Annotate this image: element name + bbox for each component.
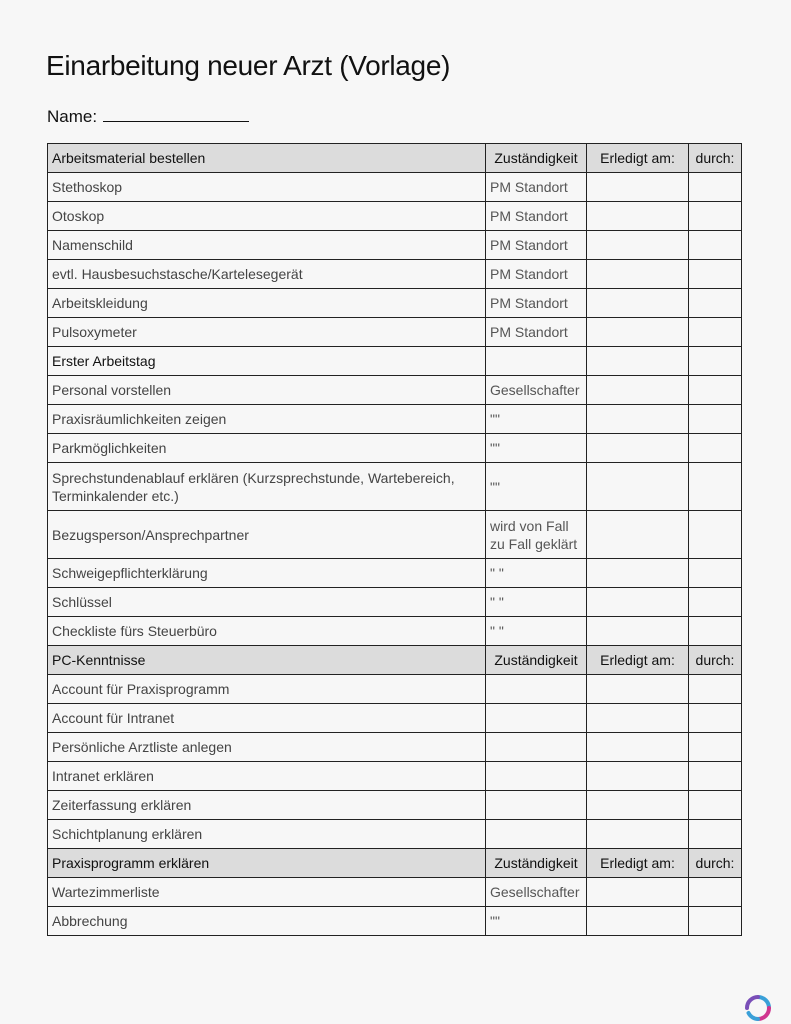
- done-by-cell[interactable]: [689, 617, 742, 646]
- done-date-cell[interactable]: [587, 820, 689, 849]
- done-by-cell[interactable]: [689, 907, 742, 936]
- done-date-cell[interactable]: [587, 791, 689, 820]
- table-row: [48, 733, 742, 762]
- done-date-cell[interactable]: [587, 588, 689, 617]
- table-row: [48, 878, 742, 907]
- task-label: Account für Intranet: [48, 704, 486, 733]
- table-row: [48, 791, 742, 820]
- responsibility-cell: "": [486, 463, 587, 511]
- responsibility-cell: PM Standort: [486, 231, 587, 260]
- task-label: Arbeitskleidung: [48, 289, 486, 318]
- responsibility-cell: " ": [486, 617, 587, 646]
- section-header-label: Arbeitsmaterial bestellen: [48, 144, 486, 173]
- task-label: Pulsoxymeter: [48, 318, 486, 347]
- column-header-responsibility: Zuständigkeit: [486, 646, 587, 675]
- task-label: Stethoskop: [48, 173, 486, 202]
- done-by-cell[interactable]: [689, 347, 742, 376]
- done-date-cell[interactable]: [587, 559, 689, 588]
- column-header-done-date: Erledigt am:: [587, 144, 689, 173]
- task-label: Account für Praxisprogramm: [48, 675, 486, 704]
- done-by-cell[interactable]: [689, 588, 742, 617]
- done-by-cell[interactable]: [689, 762, 742, 791]
- done-by-cell[interactable]: [689, 202, 742, 231]
- responsibility-cell: "": [486, 405, 587, 434]
- done-date-cell[interactable]: [587, 762, 689, 791]
- table-row: [48, 762, 742, 791]
- done-by-cell[interactable]: [689, 675, 742, 704]
- task-label: Schichtplanung erklären: [48, 820, 486, 849]
- done-date-cell[interactable]: [587, 376, 689, 405]
- done-date-cell[interactable]: [587, 704, 689, 733]
- done-by-cell[interactable]: [689, 376, 742, 405]
- done-date-cell[interactable]: [587, 511, 689, 559]
- done-by-cell[interactable]: [689, 231, 742, 260]
- responsibility-cell: [486, 820, 587, 849]
- done-date-cell[interactable]: [587, 289, 689, 318]
- table-row: [48, 376, 742, 405]
- task-label: Intranet erklären: [48, 762, 486, 791]
- responsibility-cell: [486, 347, 587, 376]
- column-header-responsibility: Zuständigkeit: [486, 144, 587, 173]
- responsibility-cell: Gesellschafter: [486, 376, 587, 405]
- task-label: Schlüssel: [48, 588, 486, 617]
- name-field-row: [47, 104, 249, 127]
- table-row: [48, 289, 742, 318]
- done-date-cell[interactable]: [587, 260, 689, 289]
- section-header-row: [48, 646, 742, 675]
- table-row: [48, 202, 742, 231]
- responsibility-cell: [486, 675, 587, 704]
- name-blank-line[interactable]: [103, 104, 249, 122]
- task-label: Checkliste fürs Steuerbüro: [48, 617, 486, 646]
- column-header-done-date: Erledigt am:: [587, 849, 689, 878]
- name-label: Name:: [47, 107, 98, 126]
- done-date-cell[interactable]: [587, 733, 689, 762]
- done-date-cell[interactable]: [587, 617, 689, 646]
- done-date-cell[interactable]: [587, 405, 689, 434]
- table-row: [48, 260, 742, 289]
- done-date-cell[interactable]: [587, 231, 689, 260]
- table-row: [48, 434, 742, 463]
- responsibility-cell: "": [486, 434, 587, 463]
- table-row: [48, 820, 742, 849]
- done-date-cell[interactable]: [587, 907, 689, 936]
- task-label: Praxisräumlichkeiten zeigen: [48, 405, 486, 434]
- table-row: [48, 559, 742, 588]
- section-title-row: [48, 347, 742, 376]
- done-date-cell[interactable]: [587, 434, 689, 463]
- responsibility-cell: " ": [486, 588, 587, 617]
- section-title-label: Erster Arbeitstag: [48, 347, 486, 376]
- responsibility-cell: PM Standort: [486, 260, 587, 289]
- responsibility-cell: "": [486, 907, 587, 936]
- responsibility-cell: " ": [486, 559, 587, 588]
- circular-arrows-logo-icon: [743, 993, 773, 1023]
- done-date-cell[interactable]: [587, 173, 689, 202]
- section-header-label: Praxisprogramm erklären: [48, 849, 486, 878]
- task-label: Abbrechung: [48, 907, 486, 936]
- done-by-cell[interactable]: [689, 511, 742, 559]
- task-label: evtl. Hausbesuchstasche/Kartelesegerät: [48, 260, 486, 289]
- table-row: [48, 231, 742, 260]
- section-header-label: PC-Kenntnisse: [48, 646, 486, 675]
- table-row: [48, 511, 742, 559]
- responsibility-cell: [486, 762, 587, 791]
- responsibility-cell: [486, 733, 587, 762]
- document-title: Einarbeitung neuer Arzt (Vorlage): [46, 50, 451, 81]
- column-header-done-by: durch:: [689, 849, 742, 878]
- responsibility-cell: [486, 704, 587, 733]
- done-date-cell[interactable]: [587, 878, 689, 907]
- done-by-cell[interactable]: [689, 704, 742, 733]
- done-date-cell[interactable]: [587, 347, 689, 376]
- column-header-responsibility: Zuständigkeit: [486, 849, 587, 878]
- done-by-cell[interactable]: [689, 878, 742, 907]
- table-row: [48, 907, 742, 936]
- onboarding-checklist-table: [47, 143, 742, 936]
- task-label: Bezugsperson/Ansprechpartner: [48, 511, 486, 559]
- responsibility-cell: [486, 791, 587, 820]
- done-by-cell[interactable]: [689, 463, 742, 511]
- table-row: [48, 463, 742, 511]
- responsibility-cell: PM Standort: [486, 318, 587, 347]
- done-by-cell[interactable]: [689, 318, 742, 347]
- responsibility-cell: Gesellschafter: [486, 878, 587, 907]
- table-row: [48, 173, 742, 202]
- responsibility-cell: wird von Fall zu Fall geklärt: [486, 511, 587, 559]
- done-by-cell[interactable]: [689, 434, 742, 463]
- responsibility-cell: PM Standort: [486, 173, 587, 202]
- done-date-cell[interactable]: [587, 202, 689, 231]
- section-header-row: [48, 144, 742, 173]
- task-label: Wartezimmerliste: [48, 878, 486, 907]
- section-header-row: [48, 849, 742, 878]
- table-row: [48, 617, 742, 646]
- task-label: Persönliche Arztliste anlegen: [48, 733, 486, 762]
- task-label: Sprechstundenablauf erklären (Kurzsprechstunde, Wartebereich, Terminkalender etc.): [48, 463, 486, 511]
- table-row: [48, 675, 742, 704]
- column-header-done-date: Erledigt am:: [587, 646, 689, 675]
- responsibility-cell: PM Standort: [486, 289, 587, 318]
- task-label: Namenschild: [48, 231, 486, 260]
- table-row: [48, 588, 742, 617]
- done-by-cell[interactable]: [689, 405, 742, 434]
- done-by-cell[interactable]: [689, 289, 742, 318]
- done-date-cell[interactable]: [587, 675, 689, 704]
- task-label: Parkmöglichkeiten: [48, 434, 486, 463]
- responsibility-cell: PM Standort: [486, 202, 587, 231]
- done-by-cell[interactable]: [689, 820, 742, 849]
- done-by-cell[interactable]: [689, 791, 742, 820]
- column-header-done-by: durch:: [689, 646, 742, 675]
- done-date-cell[interactable]: [587, 318, 689, 347]
- done-by-cell[interactable]: [689, 733, 742, 762]
- table-row: [48, 704, 742, 733]
- done-by-cell[interactable]: [689, 260, 742, 289]
- done-by-cell[interactable]: [689, 559, 742, 588]
- task-label: Personal vorstellen: [48, 376, 486, 405]
- done-date-cell[interactable]: [587, 463, 689, 511]
- done-by-cell[interactable]: [689, 173, 742, 202]
- table-row: [48, 318, 742, 347]
- task-label: Zeiterfassung erklären: [48, 791, 486, 820]
- task-label: Schweigepflichterklärung: [48, 559, 486, 588]
- task-label: Otoskop: [48, 202, 486, 231]
- table-row: [48, 405, 742, 434]
- column-header-done-by: durch:: [689, 144, 742, 173]
